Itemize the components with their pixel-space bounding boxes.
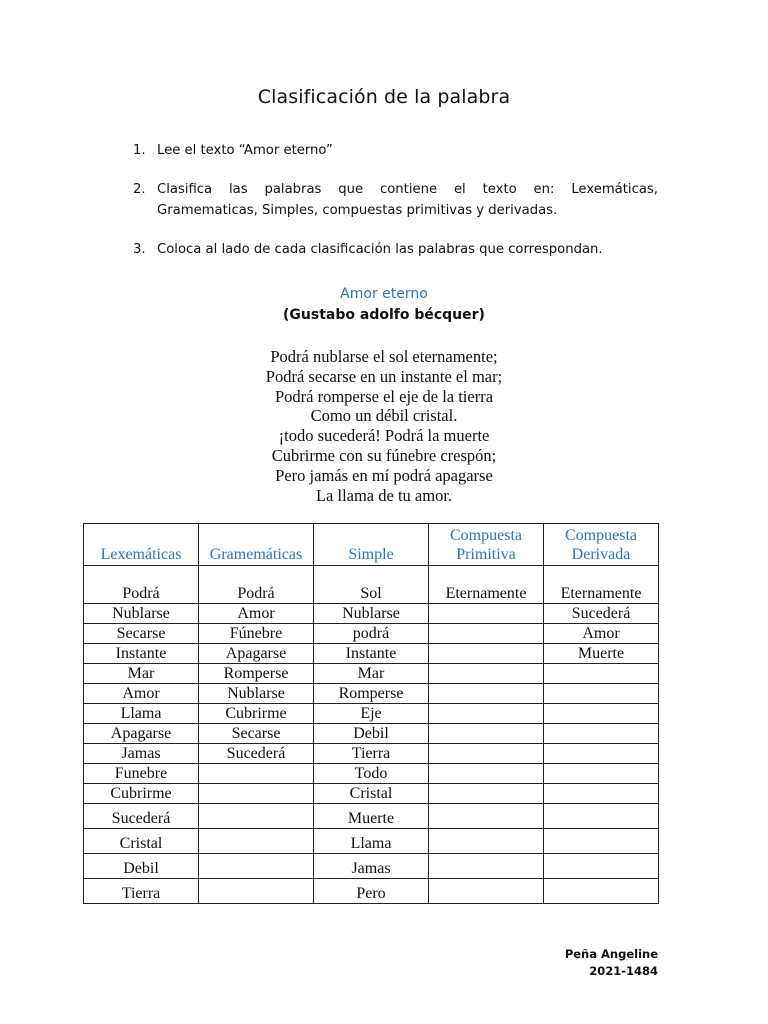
poem-line: Cubrirme con su fúnebre crespón; [271, 445, 497, 465]
instruction-text: Lee el texto “Amor eterno” [157, 143, 333, 158]
table-cell [199, 829, 314, 854]
table-cell: Muerte [314, 804, 429, 829]
table-cell: Llama [314, 829, 429, 854]
table-cell: Cristal [314, 784, 429, 804]
table-cell [429, 724, 544, 744]
table-cell: Podrá [84, 584, 199, 604]
table-cell: Cubrirme [84, 784, 199, 804]
table-cell: Instante [84, 644, 199, 664]
table-cell [429, 744, 544, 764]
author-name: Peña Angeline [564, 947, 658, 961]
table-cell-empty [314, 566, 429, 585]
table-cell: Apagarse [84, 724, 199, 744]
table-cell [429, 704, 544, 724]
table-cell [544, 854, 659, 879]
table-cell [199, 784, 314, 804]
table-row [84, 879, 659, 904]
table-cell: Jamas [314, 854, 429, 879]
table-cell [199, 879, 314, 904]
table-row [84, 644, 659, 664]
table-cell: Todo [314, 764, 429, 784]
table-cell: Funebre [84, 764, 199, 784]
table-cell: Secarse [199, 724, 314, 744]
table-cell [544, 744, 659, 764]
table-spacer-row [84, 566, 659, 585]
page-title: Clasificación de la palabra [257, 86, 511, 108]
table-row [84, 854, 659, 879]
table-cell: Debil [84, 854, 199, 879]
poem-line: Podrá nublarse el sol eternamente; [270, 347, 498, 366]
table-cell: Cubrirme [199, 704, 314, 724]
table-row [84, 744, 659, 764]
table-cell: Debil [314, 724, 429, 744]
table-cell [199, 764, 314, 784]
table-cell: Nublarse [84, 604, 199, 624]
table-cell [429, 854, 544, 879]
table-row [84, 784, 659, 804]
table-cell: Pero [314, 879, 429, 904]
table-cell [544, 804, 659, 829]
table-body [84, 566, 659, 904]
table-cell [544, 704, 659, 724]
table-cell [544, 664, 659, 684]
table-cell: Cristal [84, 829, 199, 854]
student-id: 2021-1484 [589, 964, 658, 978]
table-cell [544, 724, 659, 744]
table-cell: Eternamente [544, 584, 659, 604]
table-cell [429, 664, 544, 684]
table-cell: Amor [84, 684, 199, 704]
table-row [84, 704, 659, 724]
table-cell [544, 684, 659, 704]
table-cell [199, 854, 314, 879]
table-cell [429, 829, 544, 854]
table-row [84, 829, 659, 854]
table-cell [429, 879, 544, 904]
poem-line: La llama de tu amor. [315, 485, 453, 505]
table-cell: Nublarse [199, 684, 314, 704]
table-cell: Amor [199, 604, 314, 624]
table-cell [544, 784, 659, 804]
signature [565, 946, 658, 980]
classification-table [83, 523, 659, 904]
poem-line: Pero jamás en mí podrá apagarse [275, 465, 493, 485]
instruction-number: 1. [133, 143, 146, 158]
poem-line: Podrá romperse el eje de la tierra [274, 386, 494, 406]
table-cell: Tierra [84, 879, 199, 904]
table-cell: Romperse [199, 664, 314, 684]
table-cell: Sol [314, 584, 429, 604]
instruction-text: Coloca al lado de cada clasificación las palabras que correspondan. [157, 242, 603, 257]
poem-line: Podrá secarse en un instante el mar; [265, 366, 503, 386]
header-compuesta-primitiva: Compuesta Primitiva [429, 524, 544, 566]
table-cell [429, 604, 544, 624]
instructions-list [133, 140, 658, 260]
table-cell: Sucederá [199, 744, 314, 764]
header-gramematicas: Gramemáticas [199, 524, 314, 566]
table-cell: Mar [314, 664, 429, 684]
table-cell [544, 764, 659, 784]
instruction-number: 3. [133, 242, 146, 257]
table-cell: Romperse [314, 684, 429, 704]
instruction-number: 2. [133, 182, 146, 197]
table-cell: Jamas [84, 744, 199, 764]
table-row [84, 764, 659, 784]
table-cell-empty [199, 566, 314, 585]
table-cell [199, 804, 314, 829]
header-lexematicas: Lexemáticas [84, 524, 199, 566]
table-cell [429, 804, 544, 829]
table-row [84, 624, 659, 644]
table-cell-empty [84, 566, 199, 585]
table-row [84, 804, 659, 829]
table-cell [544, 829, 659, 854]
header-compuesta-derivada: Compuesta Derivada [544, 524, 659, 566]
table-cell [429, 764, 544, 784]
table-cell: Amor [544, 624, 659, 644]
table-cell: Secarse [84, 624, 199, 644]
poem-title: Amor eterno [340, 286, 428, 302]
table-cell-empty [544, 566, 659, 585]
table-cell [429, 624, 544, 644]
table-row [84, 724, 659, 744]
table-cell: Eternamente [429, 584, 544, 604]
table-cell [429, 644, 544, 664]
poem-line: Como un débil cristal. [310, 406, 458, 426]
table-cell [429, 684, 544, 704]
table-cell: Mar [84, 664, 199, 684]
table-cell [544, 879, 659, 904]
poem-line: ¡todo sucederá! Podrá la muerte [278, 426, 490, 446]
table-row [84, 664, 659, 684]
table-cell: Instante [314, 644, 429, 664]
table-cell: Podrá [199, 584, 314, 604]
instruction-item [133, 239, 658, 260]
poem-author: (Gustabo adolfo bécquer) [283, 307, 485, 323]
table-cell [429, 784, 544, 804]
header-simple: Simple [314, 524, 429, 566]
table-cell: Sucederá [84, 804, 199, 829]
table-row [84, 684, 659, 704]
table-cell: Nublarse [314, 604, 429, 624]
instruction-text: Clasifica las palabras que contiene el texto en: Lexemáticas, Gramematicas, Simples, compuestas primitivas y derivadas. [157, 182, 658, 218]
table-cell: Tierra [314, 744, 429, 764]
table-cell: Eje [314, 704, 429, 724]
table-cell: Fúnebre [199, 624, 314, 644]
poem-body [0, 347, 768, 505]
table-row [84, 604, 659, 624]
table-row [84, 584, 659, 604]
table-cell: Apagarse [199, 644, 314, 664]
table-cell: Llama [84, 704, 199, 724]
instruction-item [133, 179, 658, 221]
instruction-item [133, 140, 658, 161]
table-header-row [84, 524, 659, 566]
table-cell: Muerte [544, 644, 659, 664]
table-cell: Sucederá [544, 604, 659, 624]
table-cell: podrá [314, 624, 429, 644]
table-cell-empty [429, 566, 544, 585]
